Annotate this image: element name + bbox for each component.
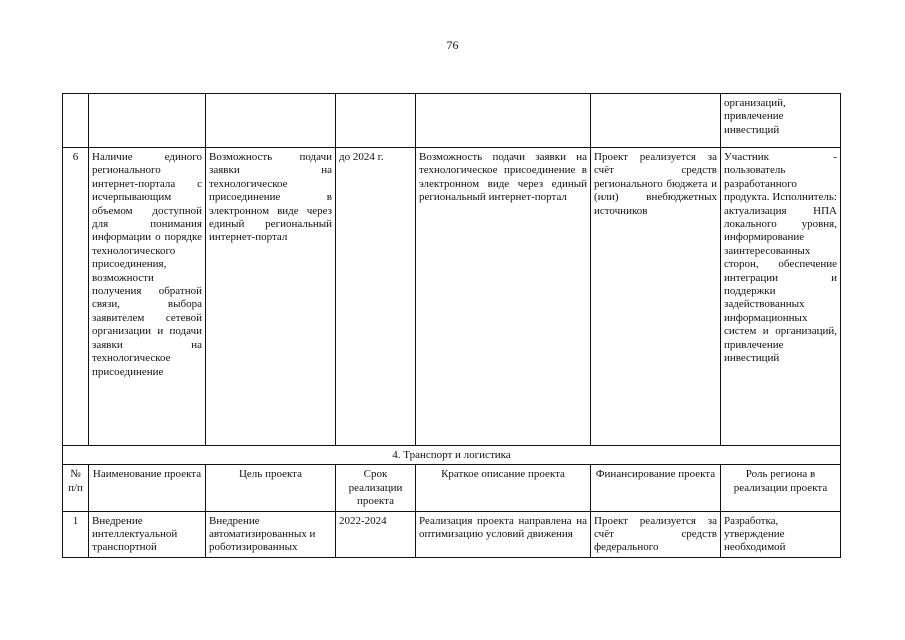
cell-name: Наличие единого регионального интернет-портала с исчерпывающим объемом доступной для понимания информации о порядке технологического присоединения, возможности получения обратной связи, выбора заявителем сетевой организации и подачи заявки на технологическое присоединение xyxy=(89,148,206,446)
cell-role: организаций, привлечение инвестиций xyxy=(721,94,841,148)
section-heading-row xyxy=(63,446,841,465)
cell-num xyxy=(63,94,89,148)
header-financing: Финансирование проекта xyxy=(591,465,721,511)
cell-role: Разработка, утверждение необходимой xyxy=(721,511,841,557)
cell-term xyxy=(336,94,416,148)
table-row-continued xyxy=(63,94,841,148)
cell-description: Реализация проекта направлена на оптимизацию условий движения xyxy=(416,511,591,557)
cell-goal xyxy=(206,94,336,148)
cell-financing xyxy=(591,94,721,148)
page-number: 76 xyxy=(446,38,459,52)
header-term: Срок реализации проекта xyxy=(336,465,416,511)
cell-name: Внедрение интеллектуальной транспортной xyxy=(89,511,206,557)
header-description: Краткое описание проекта xyxy=(416,465,591,511)
cell-description xyxy=(416,94,591,148)
projects-table xyxy=(62,93,841,558)
cell-description: Возможность подачи заявки на технологическое присоединение в электронном виде через единый региональный интернет-портал xyxy=(416,148,591,446)
cell-name xyxy=(89,94,206,148)
cell-goal: Внедрение автоматизированных и роботизированных xyxy=(206,511,336,557)
cell-financing: Проект реализуется за счёт средств федерального xyxy=(591,511,721,557)
cell-num: 1 xyxy=(63,511,89,557)
cell-role: Участник - пользователь разработанного продукта. Исполнитель: актуализация НПА локального уровня, информирование заинтересованных сторон, обеспечение интеграции и поддержки задействованных информационных систем и организаций, привлечение инвестиций xyxy=(721,148,841,446)
cell-term: до 2024 г. xyxy=(336,148,416,446)
cell-financing: Проект реализуется за счёт средств регионального бюджета и (или) внебюджетных источников xyxy=(591,148,721,446)
header-role: Роль региона в реализации проекта xyxy=(721,465,841,511)
header-goal: Цель проекта xyxy=(206,465,336,511)
header-num: № п/п xyxy=(63,465,89,511)
table-row xyxy=(63,148,841,446)
cell-goal: Возможность подачи заявки на технологическое присоединение в электронном виде через единый региональный интернет-портал xyxy=(206,148,336,446)
table-row xyxy=(63,511,841,557)
header-name: Наименование проекта xyxy=(89,465,206,511)
table-header-row xyxy=(63,465,841,511)
cell-num: 6 xyxy=(63,148,89,446)
section-title: 4. Транспорт и логистика xyxy=(63,446,841,465)
cell-term: 2022-2024 xyxy=(336,511,416,557)
